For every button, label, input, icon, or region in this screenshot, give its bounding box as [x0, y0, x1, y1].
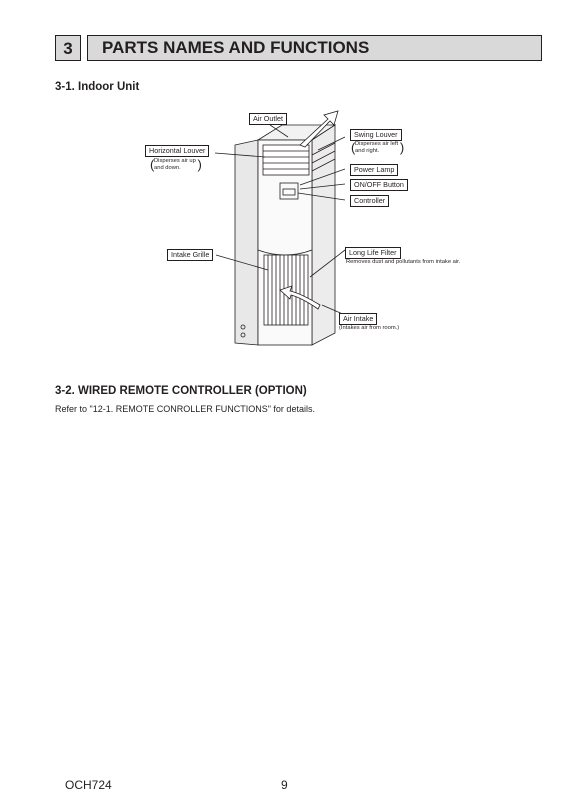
- section-title: PARTS NAMES AND FUNCTIONS: [87, 35, 542, 61]
- label-air-outlet: Air Outlet: [249, 113, 287, 125]
- remote-controller-heading: 3-2. WIRED REMOTE CONTROLLER (OPTION): [55, 385, 307, 397]
- remote-controller-text: Refer to "12-1. REMOTE CONROLLER FUNCTIONS" for details.: [55, 404, 315, 414]
- swing-louver-note: ( Disperses air left and right. ): [355, 141, 398, 155]
- section-number: 3: [55, 35, 81, 61]
- label-intake-grille: Intake Grille: [167, 249, 213, 261]
- long-life-filter-note: Removes dust and pollutants from intake air.: [346, 259, 461, 265]
- label-swing-louver: Swing Louver: [350, 129, 402, 141]
- label-long-life-filter: Long Life Filter: [345, 247, 401, 259]
- label-air-intake: Air Intake: [339, 313, 377, 325]
- horizontal-louver-note: ( Disperses air up and down. ): [154, 158, 196, 172]
- indoor-unit-heading: 3-1. Indoor Unit: [55, 81, 140, 93]
- indoor-unit-diagram: [140, 105, 480, 365]
- label-on-off-button: ON/OFF Button: [350, 179, 408, 191]
- label-power-lamp: Power Lamp: [350, 164, 398, 176]
- label-controller: Controller: [350, 195, 389, 207]
- air-intake-note: (Intakes air from room.): [339, 325, 400, 331]
- document-code: OCH724: [65, 778, 112, 792]
- label-horizontal-louver: Horizontal Louver: [145, 145, 209, 157]
- page-number: 9: [281, 778, 288, 792]
